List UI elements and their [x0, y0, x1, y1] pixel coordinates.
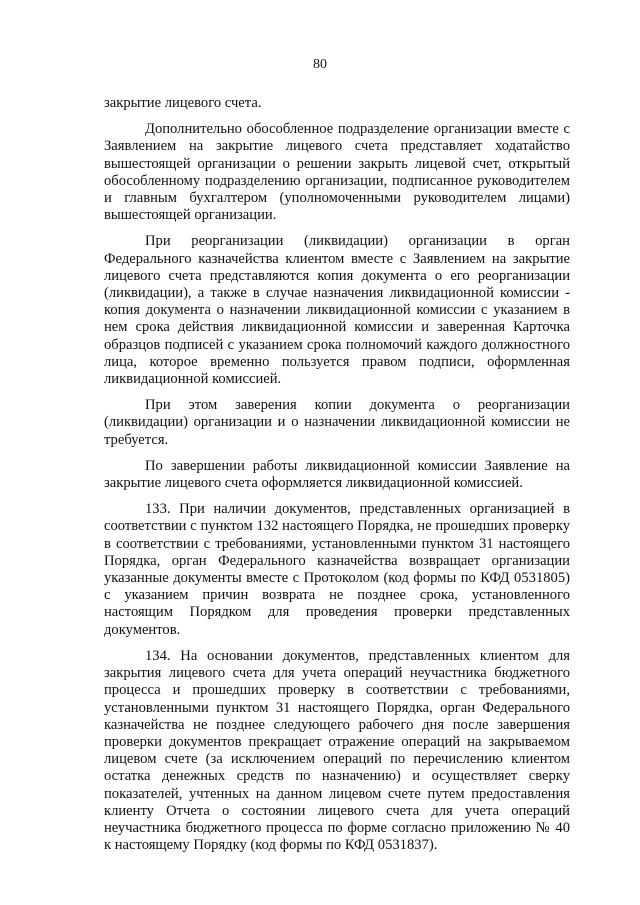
paragraph-reorganization: При реорганизации (ликвидации) организации в орган Федерального казначейства клиентом вместе с Заявлением на закрытие лицевого счета представляются копия документа о его реорганизации (ликвидации), а также в случае назначения ликвидационной комиссии - копия документа о назначении ликвидационной комиссии с указанием в нем срока действия ликвидационной комиссии и заверенная Карточка образцов подписей с указанием срока полномочий каждого должностного лица, которое временно пользуется правом подписи, оформленная ликвидационной комиссией. — [104, 233, 570, 388]
paragraph-liquidation-completion: По завершении работы ликвидационной комиссии Заявление на закрытие лицевого счета оформляется ликвидационной комиссией. — [104, 457, 570, 492]
paragraph-subdivision-petition: Дополнительно обособленное подразделение организации вместе с Заявлением на закрытие лицевого счета представляет ходатайство вышестоящей организации о решении закрыть лицевой счет, открытый обособленному подразделению организации, подписанное руководителем и главным бухгалтером (уполномоченными руководителем лицами) вышестоящей организации. — [104, 121, 570, 224]
page-number: 80 — [313, 57, 327, 72]
paragraph-134: 134. На основании документов, представленных клиентом для закрытия лицевого счета для учета операций неучастника бюджетного процесса и прошедших проверку в соответствии с требованиями, установленными пунктом 31 настоящего Порядка, орган Федерального казначейства не позднее следующего рабочего дня после завершения проверки документов прекращает отражение операций на закрываемом лицевом счете (за исключением операций по перечислению клиентом остатка денежных средств по назначению) и осуществляет сверку показателей, учтенных на данном лицевом счете путем предоставления клиенту Отчета о состоянии лицевого счета для учета операций неучастника бюджетного процесса по форме согласно приложению № 40 к настоящему Порядку (код формы по КФД 0531837). — [104, 647, 570, 854]
paragraph-continuation: закрытие лицевого счета. — [104, 95, 262, 111]
paragraph-certification: При этом заверения копии документа о реорганизации (ликвидации) организации и о назначении ликвидационной комиссии не требуется. — [104, 397, 570, 448]
document-body — [104, 95, 570, 854]
paragraph-133: 133. При наличии документов, представленных организацией в соответствии с пунктом 132 настоящего Порядка, не прошедших проверку в соответствии с требованиями, установленными пунктом 31 настоящего Порядка, орган Федерального казначейства возвращает организации указанные документы вместе с Протоколом (код формы по КФД 0531805) с указанием причин возврата не позднее срока, установленного настоящим Порядком для проведения проверки представленных документов. — [104, 501, 570, 638]
